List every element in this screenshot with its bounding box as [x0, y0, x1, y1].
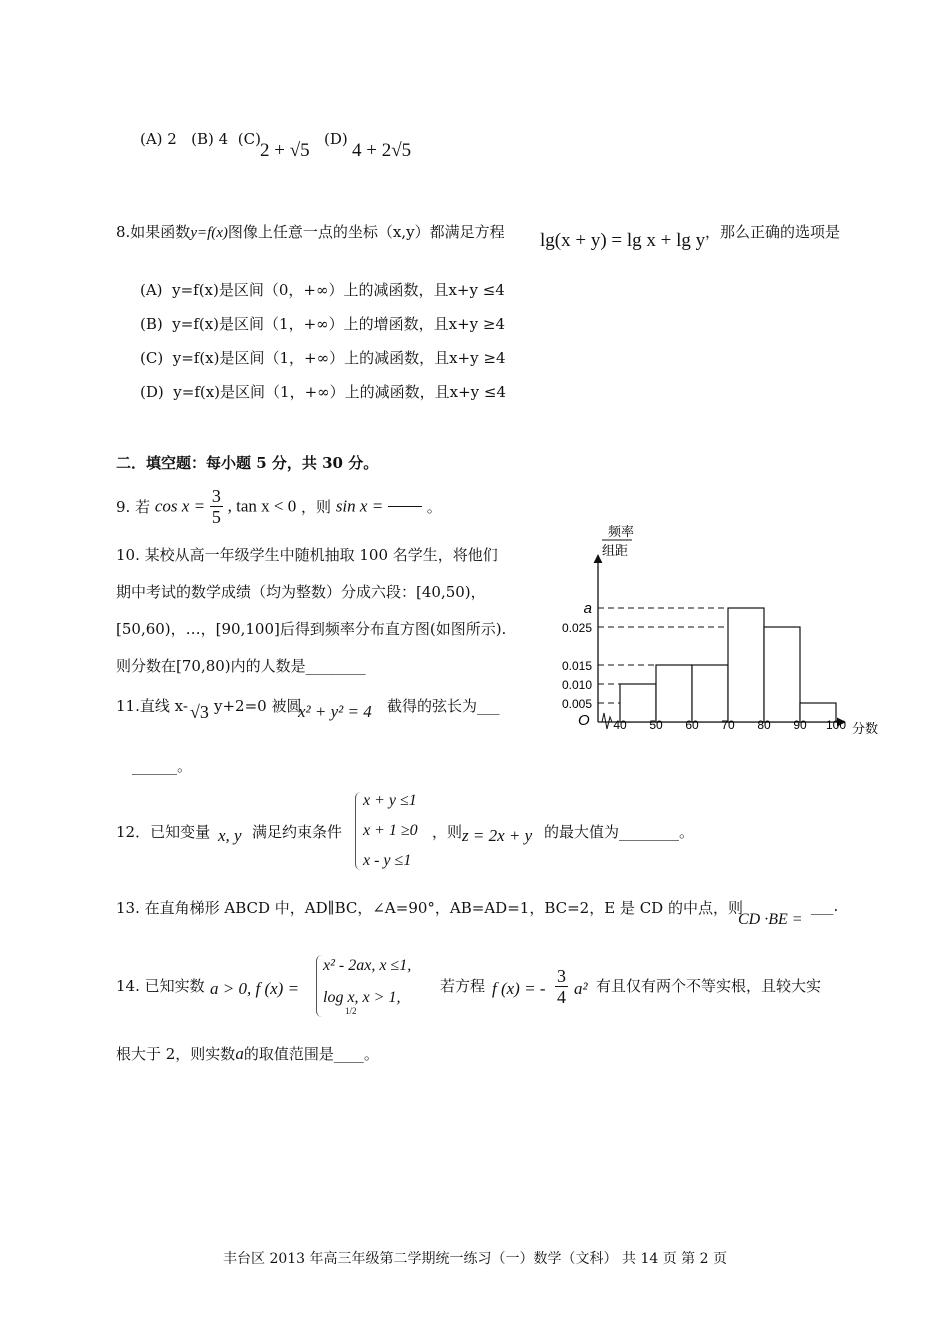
q11-mid: y+2=0 被圆 [214, 697, 302, 715]
q9-den: 5 [211, 507, 221, 527]
q11-circle: x² + y² = 4 [298, 702, 372, 721]
y-tick-label: 0.015 [561, 659, 592, 673]
q8-stem [116, 221, 505, 242]
y-tick-label: 0.005 [561, 697, 592, 711]
q11-line2: ______。 [132, 757, 193, 775]
q8-option-text: y=f(x)是区间（1，+∞）上的减函数，且x+y ≤4 [173, 383, 507, 401]
q9-blank[interactable] [388, 506, 422, 507]
q14-line2 [116, 1043, 379, 1064]
q11 [116, 695, 188, 716]
q14-suffix: 有且仅有两个不等实根，且较大实 [596, 977, 822, 995]
q11-sqrt: √3 [190, 702, 209, 722]
x-tick-label: 60 [685, 718, 699, 732]
bar [620, 684, 656, 722]
q14-mid: 若方程 [440, 977, 486, 995]
q8-option-c [140, 347, 505, 368]
page-footer: 丰台区 2013 年高三年级第二学期统一练习（一）数学（文科） 共 14 页 第 2 页 [223, 1251, 727, 1267]
q11-suffix: 截得的弦长为___ [387, 697, 500, 715]
q12-constraint-2: x + 1 ≥0 [363, 822, 418, 839]
q7-option-d-expr: 4 + 2√5 [352, 140, 412, 161]
q12-then: ，则 [432, 823, 463, 841]
q10-line-3: [50,60)，…，[90,100]后得到频率分布直方图(如图所示). [116, 620, 507, 638]
q10-line-1: 10. 某校从高一年级学生中随机抽取 100 名学生，将他们 [116, 546, 498, 564]
q12-constraint-3: x - y ≤1 [363, 852, 412, 869]
q7-option-c-expr: 2 + √5 [260, 140, 310, 161]
q8-stem-suffix: ，那么正确的选项是 [705, 223, 841, 241]
q14-piece-2: log x, x > 1, [323, 989, 401, 1006]
x-tick-label: 100 [825, 718, 847, 732]
bar [656, 665, 692, 722]
q14-prefix: 14. 已知实数 [116, 977, 205, 995]
q7-option-c: (C) [237, 130, 261, 148]
q8-option-label: (A) [140, 281, 163, 299]
y-tick-label: 0.010 [561, 678, 592, 692]
q12-suffix: 的最大值为________。 [544, 823, 695, 841]
section-title: 二．填空题：每小题 5 分，共 30 分。 [116, 454, 379, 472]
x-tick-label: 70 [721, 718, 735, 732]
q8-stem-prefix: 8.如果函数 [116, 223, 191, 241]
q8-option-b [140, 313, 505, 334]
y-tick-label: a [583, 600, 592, 617]
q14-den: 4 [557, 987, 566, 1007]
q10-line-4: 则分数在[70,80)内的人数是________ [116, 657, 366, 675]
histogram [540, 515, 890, 745]
q14-piece-1: x² - 2ax, x ≤1, [323, 957, 412, 974]
q9-fraction [210, 486, 223, 527]
y-axis-label-top: 频率 [608, 524, 635, 539]
y-axis-label-bottom: 组距 [602, 543, 629, 558]
q8-option-a [140, 279, 505, 300]
q14-a2: a² [574, 979, 588, 998]
q9 [116, 486, 442, 527]
q12-vars: x, y [218, 826, 242, 845]
y-tick-label: 0.025 [561, 621, 592, 635]
q14-fraction [555, 966, 568, 1007]
q14-eq: f (x) = - [492, 979, 546, 998]
q8-func: y=f(x) [190, 225, 228, 241]
q9-cos: cos x = [154, 496, 206, 516]
q8-option-text: y=f(x)是区间（0，+∞）上的减函数，且x+y ≤4 [172, 281, 505, 299]
q8-option-label: (D) [140, 383, 164, 401]
q14-line2c: 的取值范围是____。 [243, 1045, 379, 1063]
q9-sin: sin x = [335, 496, 384, 516]
q12-z: z = 2x + y [462, 826, 533, 845]
x-axis-label: 分数 [852, 721, 879, 736]
bar [764, 627, 800, 722]
q14-line2b: a [235, 1044, 244, 1063]
axis-break [598, 713, 612, 729]
q14-a-cond: a > 0, f (x) = [210, 979, 300, 998]
x-tick-label: 90 [793, 718, 807, 732]
q10-line-2: 期中考试的数学成绩（均为整数）分成六段：[40,50)， [116, 583, 486, 601]
q9-prefix: 9. 若 [116, 498, 151, 516]
q13-end: ___. [811, 897, 839, 915]
bar [692, 665, 728, 722]
q8-stem-mid: 图像上任意一点的坐标（x,y）都满足方程 [227, 223, 505, 241]
q7-option-a: (A) 2 [140, 130, 177, 148]
x-tick-label: 40 [613, 718, 627, 732]
q8-option-label: (B) [140, 315, 163, 333]
q9-mid: ，则 [301, 498, 332, 516]
q7-options [140, 130, 261, 148]
q9-end: 。 [426, 498, 442, 516]
q13-text: 13. 在直角梯形 ABCD 中，AD∥BC，∠A=90°，AB=AD=1，BC=2，E 是 CD 的中点，则 [116, 899, 743, 917]
q7-option-b: (B) 4 [191, 130, 229, 148]
q9-num: 3 [211, 486, 221, 506]
x-tick-label: 50 [649, 718, 663, 732]
q14-line2a: 根大于 2，则实数 [116, 1045, 236, 1063]
q12-mid: 满足约束条件 [252, 823, 343, 841]
bar [728, 608, 764, 722]
origin-label: O [578, 712, 590, 729]
q8-equation: lg(x + y) = lg x + lg y [540, 230, 706, 251]
q13-expr: CD ·BE = [738, 911, 803, 928]
q9-cond: , tan x < 0 [227, 496, 297, 516]
q12-prefix-text: 12．已知变量 [116, 823, 211, 841]
q8-option-text: y=f(x)是区间（1，+∞）上的减函数，且x+y ≥4 [172, 349, 506, 367]
q14-log-base: 1/2 [345, 1006, 357, 1016]
q12-prefix [116, 821, 210, 842]
q11-prefix: 11.直线 x- [116, 697, 188, 715]
x-tick-label: 80 [757, 718, 771, 732]
q7-option-d: (D) [324, 130, 348, 148]
q8-option-label: (C) [140, 349, 164, 367]
q8-option-d [140, 381, 506, 402]
q12-constraint-1: x + y ≤1 [363, 792, 417, 809]
q8-option-text: y=f(x)是区间（1，+∞）上的增函数，且x+y ≥4 [172, 315, 506, 333]
y-tick-labels [562, 600, 592, 711]
q14-num: 3 [557, 966, 566, 986]
